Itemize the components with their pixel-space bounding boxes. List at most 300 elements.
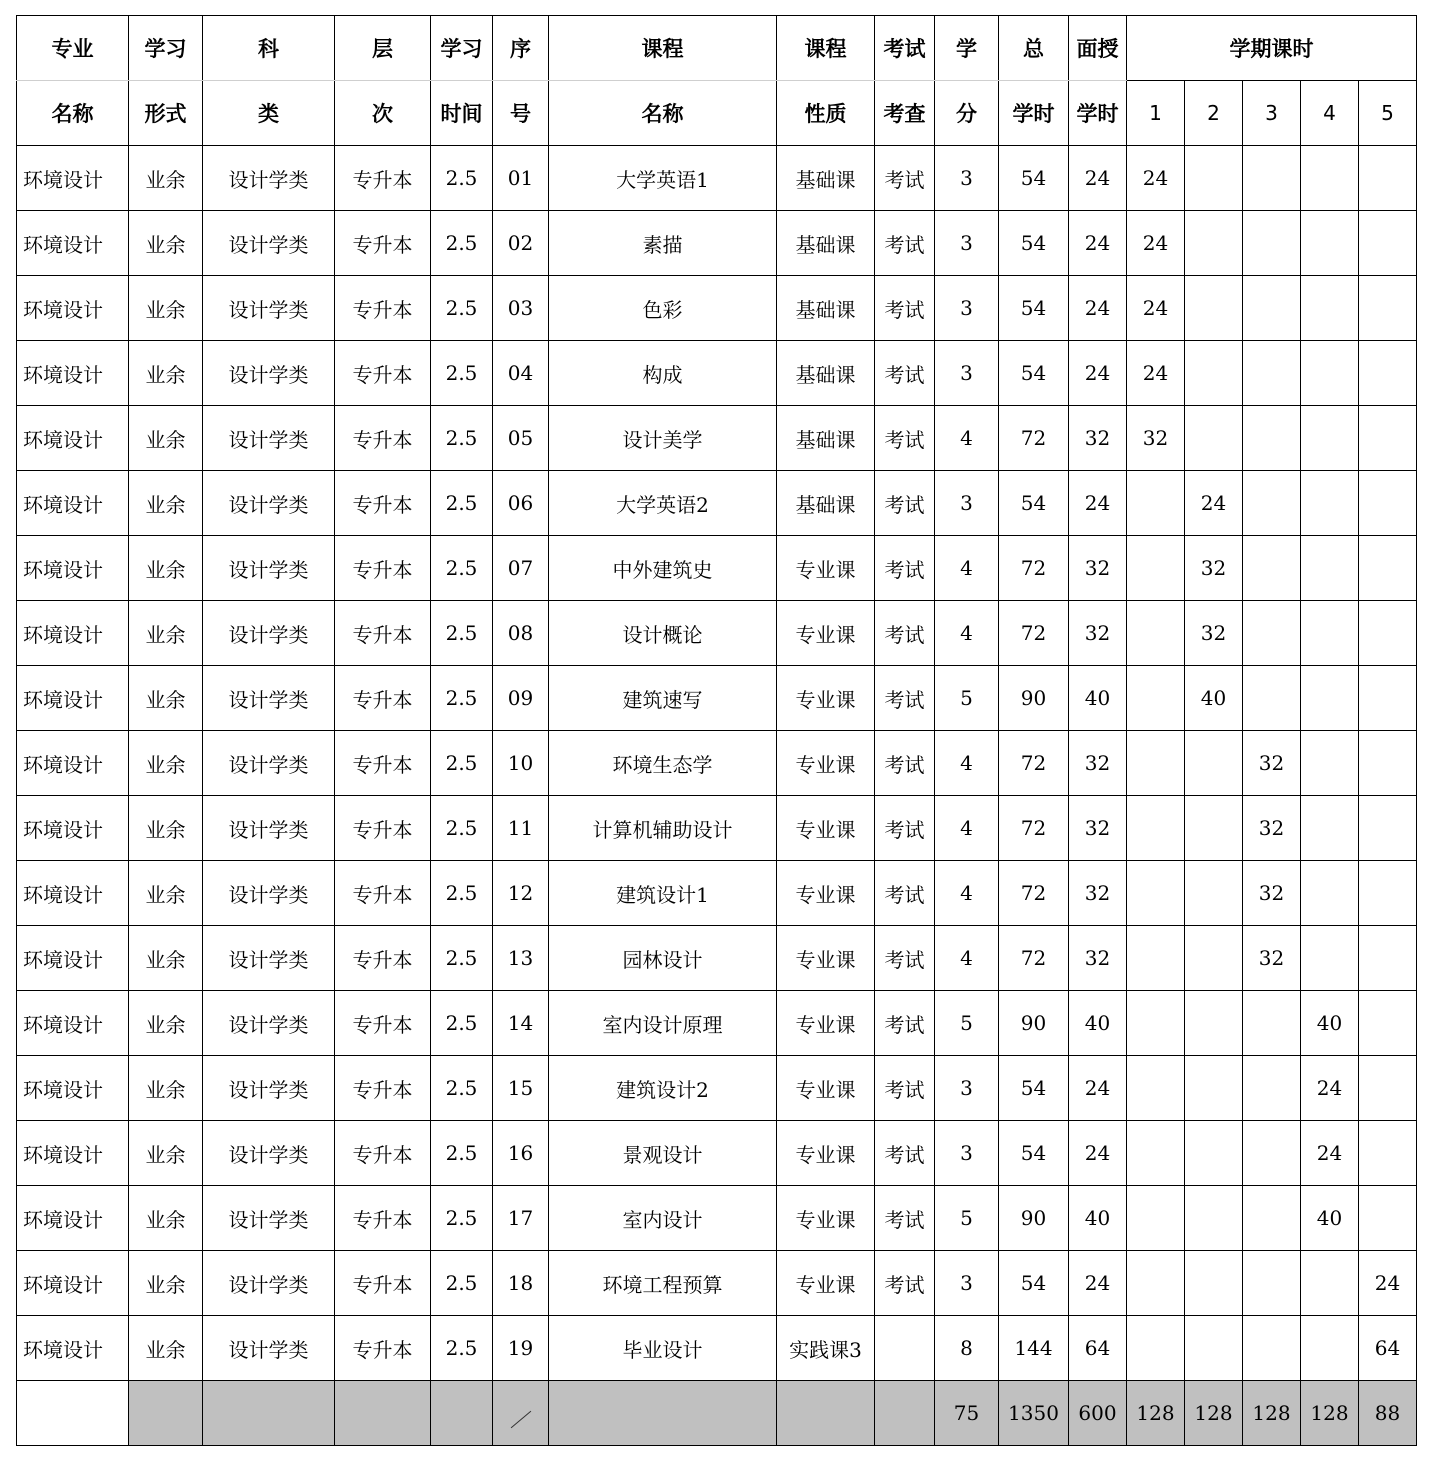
semester-1-hours-cell (1127, 1121, 1185, 1186)
table-row (17, 146, 1417, 211)
major-name-cell: 环境设计 (17, 1186, 129, 1251)
course-number-cell: 19 (493, 1316, 549, 1381)
major-name-cell: 环境设计 (17, 666, 129, 731)
semester-3-hours-cell (1243, 1316, 1301, 1381)
semester-2-hours-cell (1185, 276, 1243, 341)
course-name-cell: 环境工程预算 (549, 1251, 777, 1316)
total-hours-cell: 72 (999, 861, 1069, 926)
course-number-cell: 03 (493, 276, 549, 341)
study-mode-cell: 业余 (129, 1121, 203, 1186)
total-semester-hours: 128 (1301, 1381, 1359, 1446)
discipline-cell: 设计学类 (203, 341, 335, 406)
course-type-cell: 基础课 (777, 406, 875, 471)
discipline-cell: 设计学类 (203, 666, 335, 731)
semester-4-hours-cell (1301, 1251, 1359, 1316)
semester-4-hours-cell (1301, 861, 1359, 926)
discipline-cell: 设计学类 (203, 601, 335, 666)
semester-2-hours-cell (1185, 1316, 1243, 1381)
discipline-cell: 设计学类 (203, 146, 335, 211)
semester-4-hours-cell: 24 (1301, 1056, 1359, 1121)
semester-4-hours-cell (1301, 276, 1359, 341)
exam-type-cell: 考试 (875, 1056, 935, 1121)
major-name-cell: 环境设计 (17, 861, 129, 926)
discipline-cell: 设计学类 (203, 991, 335, 1056)
table-row (17, 471, 1417, 536)
course-type-cell: 专业课 (777, 1186, 875, 1251)
totals-gray-cell (129, 1381, 203, 1446)
contact-hours-cell: 32 (1069, 926, 1127, 991)
major-name-cell: 环境设计 (17, 341, 129, 406)
semester-4-hours-cell (1301, 211, 1359, 276)
study-years-cell: 2.5 (431, 406, 493, 471)
contact-hours-cell: 64 (1069, 1316, 1127, 1381)
header-cell: 名称 (17, 81, 129, 146)
course-number-cell: 11 (493, 796, 549, 861)
semester-5-hours-cell (1359, 796, 1417, 861)
study-years-cell: 2.5 (431, 666, 493, 731)
semester-1-hours-cell (1127, 861, 1185, 926)
total-hours: 1350 (999, 1381, 1069, 1446)
course-type-cell: 专业课 (777, 796, 875, 861)
discipline-cell: 设计学类 (203, 926, 335, 991)
header-cell: 课程 (549, 16, 777, 81)
totals-row (17, 1381, 1417, 1446)
major-name-cell: 环境设计 (17, 926, 129, 991)
total-semester-hours: 128 (1127, 1381, 1185, 1446)
totals-blank-cell (17, 1381, 129, 1446)
exam-type-cell: 考试 (875, 796, 935, 861)
credits-cell: 5 (935, 1186, 999, 1251)
table-row (17, 991, 1417, 1056)
contact-hours-cell: 24 (1069, 1056, 1127, 1121)
semester-2-hours-cell (1185, 731, 1243, 796)
course-name-cell: 建筑设计1 (549, 861, 777, 926)
totals-gray-cell (549, 1381, 777, 1446)
diagonal-slash-mark (510, 1411, 531, 1428)
discipline-cell: 设计学类 (203, 211, 335, 276)
contact-hours-cell: 32 (1069, 601, 1127, 666)
contact-hours-cell: 32 (1069, 796, 1127, 861)
credits-cell: 4 (935, 796, 999, 861)
semester-1-hours-cell (1127, 731, 1185, 796)
total-semester-hours: 128 (1185, 1381, 1243, 1446)
table-row (17, 796, 1417, 861)
course-type-cell: 基础课 (777, 471, 875, 536)
total-contact-hours: 600 (1069, 1381, 1127, 1446)
table-row (17, 211, 1417, 276)
semester-3-hours-cell: 32 (1243, 731, 1301, 796)
major-name-cell: 环境设计 (17, 1121, 129, 1186)
semester-4-hours-cell (1301, 796, 1359, 861)
course-name-cell: 室内设计 (549, 1186, 777, 1251)
totals-gray-cell (875, 1381, 935, 1446)
exam-type-cell: 考试 (875, 861, 935, 926)
header-cell: 学 (935, 16, 999, 81)
semester-3-hours-cell (1243, 536, 1301, 601)
header-cell: 性质 (777, 81, 875, 146)
semester-2-hours-cell (1185, 1056, 1243, 1121)
credits-cell: 4 (935, 536, 999, 601)
course-number-cell: 18 (493, 1251, 549, 1316)
header-cell: 科 (203, 16, 335, 81)
header-cell: 课程 (777, 16, 875, 81)
total-hours-cell: 72 (999, 926, 1069, 991)
semester-header: 3 (1243, 81, 1301, 146)
semester-2-hours-cell: 32 (1185, 601, 1243, 666)
header-cell: 考试 (875, 16, 935, 81)
discipline-cell: 设计学类 (203, 276, 335, 341)
level-cell: 专升本 (335, 1316, 431, 1381)
semester-5-hours-cell (1359, 601, 1417, 666)
header-cell: 分 (935, 81, 999, 146)
exam-type-cell: 考试 (875, 731, 935, 796)
course-type-cell: 专业课 (777, 666, 875, 731)
total-credits: 75 (935, 1381, 999, 1446)
major-name-cell: 环境设计 (17, 471, 129, 536)
level-cell: 专升本 (335, 666, 431, 731)
major-name-cell: 环境设计 (17, 1251, 129, 1316)
major-name-cell: 环境设计 (17, 1056, 129, 1121)
credits-cell: 5 (935, 666, 999, 731)
discipline-cell: 设计学类 (203, 1186, 335, 1251)
major-name-cell: 环境设计 (17, 991, 129, 1056)
study-mode-cell: 业余 (129, 1186, 203, 1251)
course-number-cell: 13 (493, 926, 549, 991)
semester-2-hours-cell (1185, 861, 1243, 926)
total-hours-cell: 54 (999, 276, 1069, 341)
course-name-cell: 计算机辅助设计 (549, 796, 777, 861)
exam-type-cell: 考试 (875, 211, 935, 276)
semester-3-hours-cell (1243, 406, 1301, 471)
semester-1-hours-cell: 24 (1127, 276, 1185, 341)
study-mode-cell: 业余 (129, 1316, 203, 1381)
level-cell: 专升本 (335, 1056, 431, 1121)
semester-5-hours-cell (1359, 1186, 1417, 1251)
major-name-cell: 环境设计 (17, 276, 129, 341)
semester-1-hours-cell (1127, 1186, 1185, 1251)
study-years-cell: 2.5 (431, 1251, 493, 1316)
major-name-cell: 环境设计 (17, 601, 129, 666)
discipline-cell: 设计学类 (203, 406, 335, 471)
semester-5-hours-cell (1359, 211, 1417, 276)
course-type-cell: 基础课 (777, 341, 875, 406)
study-mode-cell: 业余 (129, 731, 203, 796)
course-number-cell: 09 (493, 666, 549, 731)
table-row (17, 666, 1417, 731)
semester-2-hours-cell (1185, 1121, 1243, 1186)
header-cell: 学时 (1069, 81, 1127, 146)
semester-4-hours-cell: 24 (1301, 1121, 1359, 1186)
contact-hours-cell: 24 (1069, 1121, 1127, 1186)
table-row (17, 861, 1417, 926)
exam-type-cell: 考试 (875, 536, 935, 601)
level-cell: 专升本 (335, 276, 431, 341)
semester-4-hours-cell (1301, 471, 1359, 536)
course-number-cell: 12 (493, 861, 549, 926)
contact-hours-cell: 40 (1069, 991, 1127, 1056)
semester-4-hours-cell: 40 (1301, 991, 1359, 1056)
course-type-cell: 专业课 (777, 731, 875, 796)
table-row (17, 1316, 1417, 1381)
course-type-cell: 实践课3 (777, 1316, 875, 1381)
contact-hours-cell: 24 (1069, 341, 1127, 406)
totals-gray-cell (335, 1381, 431, 1446)
header-cell: 号 (493, 81, 549, 146)
course-type-cell: 专业课 (777, 1121, 875, 1186)
semester-2-hours-cell (1185, 796, 1243, 861)
exam-type-cell: 考试 (875, 146, 935, 211)
course-name-cell: 室内设计原理 (549, 991, 777, 1056)
table-row (17, 276, 1417, 341)
semester-header: 4 (1301, 81, 1359, 146)
study-mode-cell: 业余 (129, 796, 203, 861)
semester-1-hours-cell: 24 (1127, 341, 1185, 406)
study-mode-cell: 业余 (129, 666, 203, 731)
semester-5-hours-cell (1359, 991, 1417, 1056)
semester-5-hours-cell (1359, 666, 1417, 731)
semester-2-hours-cell (1185, 1251, 1243, 1316)
semester-1-hours-cell (1127, 536, 1185, 601)
study-mode-cell: 业余 (129, 601, 203, 666)
course-number-cell: 16 (493, 1121, 549, 1186)
total-hours-cell: 72 (999, 731, 1069, 796)
credits-cell: 3 (935, 1121, 999, 1186)
semester-1-hours-cell (1127, 1056, 1185, 1121)
semester-3-hours-cell (1243, 1186, 1301, 1251)
course-name-cell: 大学英语1 (549, 146, 777, 211)
exam-type-cell: 考试 (875, 406, 935, 471)
header-cell: 学习 (129, 16, 203, 81)
discipline-cell: 设计学类 (203, 471, 335, 536)
semester-3-hours-cell (1243, 666, 1301, 731)
totals-slash-cell (493, 1381, 549, 1446)
semester-3-hours-cell: 32 (1243, 796, 1301, 861)
discipline-cell: 设计学类 (203, 1251, 335, 1316)
course-name-cell: 环境生态学 (549, 731, 777, 796)
semester-5-hours-cell (1359, 146, 1417, 211)
exam-type-cell: 考试 (875, 1121, 935, 1186)
semester-3-hours-cell (1243, 211, 1301, 276)
semester-2-hours-cell (1185, 1186, 1243, 1251)
header-cell: 层 (335, 16, 431, 81)
semester-1-hours-cell (1127, 1251, 1185, 1316)
semester-1-hours-cell (1127, 991, 1185, 1056)
contact-hours-cell: 32 (1069, 861, 1127, 926)
course-number-cell: 06 (493, 471, 549, 536)
semester-2-hours-cell (1185, 406, 1243, 471)
course-number-cell: 02 (493, 211, 549, 276)
total-semester-hours: 88 (1359, 1381, 1417, 1446)
credits-cell: 4 (935, 861, 999, 926)
exam-type-cell: 考试 (875, 601, 935, 666)
level-cell: 专升本 (335, 796, 431, 861)
semester-1-hours-cell (1127, 601, 1185, 666)
study-years-cell: 2.5 (431, 796, 493, 861)
credits-cell: 3 (935, 471, 999, 536)
major-name-cell: 环境设计 (17, 146, 129, 211)
semester-5-hours-cell: 64 (1359, 1316, 1417, 1381)
course-number-cell: 07 (493, 536, 549, 601)
course-number-cell: 14 (493, 991, 549, 1056)
study-years-cell: 2.5 (431, 926, 493, 991)
total-hours-cell: 54 (999, 1056, 1069, 1121)
credits-cell: 4 (935, 926, 999, 991)
total-hours-cell: 54 (999, 471, 1069, 536)
exam-type-cell: 考试 (875, 471, 935, 536)
course-name-cell: 毕业设计 (549, 1316, 777, 1381)
semester-4-hours-cell (1301, 341, 1359, 406)
semester-4-hours-cell (1301, 146, 1359, 211)
course-type-cell: 专业课 (777, 991, 875, 1056)
level-cell: 专升本 (335, 861, 431, 926)
level-cell: 专升本 (335, 731, 431, 796)
study-mode-cell: 业余 (129, 1056, 203, 1121)
semester-2-hours-cell: 32 (1185, 536, 1243, 601)
table-row (17, 1186, 1417, 1251)
level-cell: 专升本 (335, 1186, 431, 1251)
course-type-cell: 专业课 (777, 1056, 875, 1121)
semester-3-hours-cell: 32 (1243, 861, 1301, 926)
study-years-cell: 2.5 (431, 1056, 493, 1121)
study-years-cell: 2.5 (431, 1316, 493, 1381)
study-mode-cell: 业余 (129, 406, 203, 471)
exam-type-cell: 考试 (875, 1186, 935, 1251)
total-hours-cell: 72 (999, 601, 1069, 666)
table-row (17, 731, 1417, 796)
contact-hours-cell: 32 (1069, 731, 1127, 796)
semester-header: 5 (1359, 81, 1417, 146)
study-mode-cell: 业余 (129, 926, 203, 991)
header-row-2 (17, 81, 1417, 146)
level-cell: 专升本 (335, 471, 431, 536)
study-years-cell: 2.5 (431, 601, 493, 666)
level-cell: 专升本 (335, 601, 431, 666)
course-number-cell: 17 (493, 1186, 549, 1251)
table-row (17, 1121, 1417, 1186)
contact-hours-cell: 40 (1069, 666, 1127, 731)
credits-cell: 3 (935, 211, 999, 276)
semester-5-hours-cell (1359, 276, 1417, 341)
semester-2-hours-cell: 40 (1185, 666, 1243, 731)
total-hours-cell: 54 (999, 146, 1069, 211)
semester-hours-header: 学期课时 (1127, 16, 1417, 81)
semester-5-hours-cell (1359, 926, 1417, 991)
course-name-cell: 建筑速写 (549, 666, 777, 731)
total-hours-cell: 90 (999, 666, 1069, 731)
semester-4-hours-cell (1301, 926, 1359, 991)
study-mode-cell: 业余 (129, 341, 203, 406)
level-cell: 专升本 (335, 341, 431, 406)
credits-cell: 3 (935, 276, 999, 341)
level-cell: 专升本 (335, 991, 431, 1056)
contact-hours-cell: 40 (1069, 1186, 1127, 1251)
semester-4-hours-cell: 40 (1301, 1186, 1359, 1251)
header-cell: 次 (335, 81, 431, 146)
table-row (17, 1251, 1417, 1316)
course-number-cell: 08 (493, 601, 549, 666)
semester-3-hours-cell (1243, 276, 1301, 341)
level-cell: 专升本 (335, 536, 431, 601)
study-years-cell: 2.5 (431, 211, 493, 276)
course-type-cell: 专业课 (777, 926, 875, 991)
major-name-cell: 环境设计 (17, 731, 129, 796)
course-name-cell: 园林设计 (549, 926, 777, 991)
credits-cell: 8 (935, 1316, 999, 1381)
major-name-cell: 环境设计 (17, 1316, 129, 1381)
semester-5-hours-cell (1359, 1056, 1417, 1121)
course-name-cell: 构成 (549, 341, 777, 406)
course-name-cell: 景观设计 (549, 1121, 777, 1186)
semester-2-hours-cell: 24 (1185, 471, 1243, 536)
semester-4-hours-cell (1301, 666, 1359, 731)
table-row (17, 341, 1417, 406)
study-mode-cell: 业余 (129, 1251, 203, 1316)
totals-gray-cell (431, 1381, 493, 1446)
credits-cell: 4 (935, 406, 999, 471)
course-name-cell: 中外建筑史 (549, 536, 777, 601)
study-years-cell: 2.5 (431, 991, 493, 1056)
semester-3-hours-cell (1243, 1251, 1301, 1316)
study-years-cell: 2.5 (431, 146, 493, 211)
course-name-cell: 设计概论 (549, 601, 777, 666)
semester-header: 2 (1185, 81, 1243, 146)
exam-type-cell: 考试 (875, 991, 935, 1056)
credits-cell: 5 (935, 991, 999, 1056)
study-years-cell: 2.5 (431, 1186, 493, 1251)
contact-hours-cell: 32 (1069, 406, 1127, 471)
semester-5-hours-cell (1359, 731, 1417, 796)
semester-3-hours-cell (1243, 991, 1301, 1056)
semester-1-hours-cell (1127, 666, 1185, 731)
credits-cell: 3 (935, 146, 999, 211)
semester-3-hours-cell (1243, 1121, 1301, 1186)
major-name-cell: 环境设计 (17, 211, 129, 276)
total-hours-cell: 54 (999, 1251, 1069, 1316)
course-number-cell: 10 (493, 731, 549, 796)
course-type-cell: 基础课 (777, 211, 875, 276)
contact-hours-cell: 24 (1069, 471, 1127, 536)
header-cell: 时间 (431, 81, 493, 146)
table-row (17, 926, 1417, 991)
exam-type-cell: 考试 (875, 926, 935, 991)
course-name-cell: 素描 (549, 211, 777, 276)
total-semester-hours: 128 (1243, 1381, 1301, 1446)
semester-2-hours-cell (1185, 211, 1243, 276)
table-row (17, 406, 1417, 471)
semester-3-hours-cell (1243, 341, 1301, 406)
semester-2-hours-cell (1185, 146, 1243, 211)
study-years-cell: 2.5 (431, 861, 493, 926)
contact-hours-cell: 24 (1069, 146, 1127, 211)
exam-type-cell (875, 1316, 935, 1381)
study-years-cell: 2.5 (431, 536, 493, 601)
curriculum-table (16, 15, 1417, 1446)
exam-type-cell: 考试 (875, 341, 935, 406)
header-row-1 (17, 16, 1417, 81)
total-hours-cell: 90 (999, 991, 1069, 1056)
semester-header: 1 (1127, 81, 1185, 146)
semester-4-hours-cell (1301, 536, 1359, 601)
header-cell: 考查 (875, 81, 935, 146)
contact-hours-cell: 24 (1069, 1251, 1127, 1316)
discipline-cell: 设计学类 (203, 796, 335, 861)
course-name-cell: 设计美学 (549, 406, 777, 471)
header-cell: 类 (203, 81, 335, 146)
course-number-cell: 05 (493, 406, 549, 471)
total-hours-cell: 90 (999, 1186, 1069, 1251)
semester-1-hours-cell (1127, 926, 1185, 991)
study-mode-cell: 业余 (129, 276, 203, 341)
